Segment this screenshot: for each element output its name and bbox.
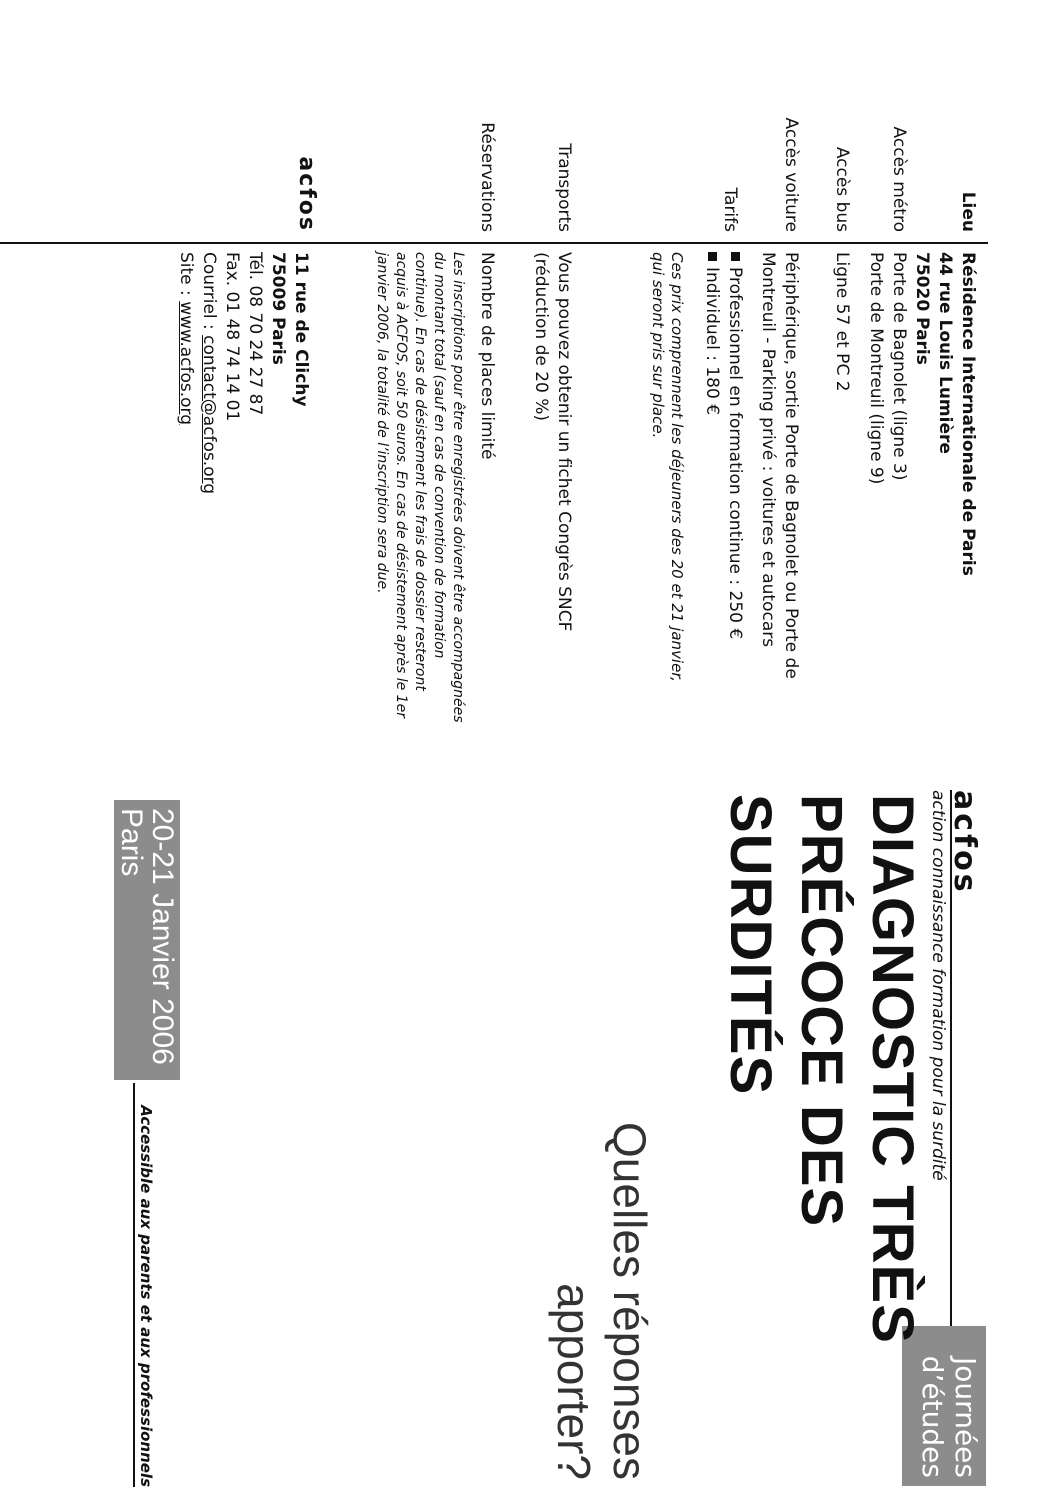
subtitle-line-2: apporter? bbox=[548, 1283, 600, 1480]
tarif-item-1-text: Professionnel en formation continue : 250 € bbox=[725, 267, 745, 640]
email-prefix: Courriel : bbox=[199, 252, 219, 336]
label-lieu: Lieu bbox=[958, 191, 978, 232]
event-city: Paris bbox=[115, 808, 148, 877]
contact-site-row bbox=[174, 252, 197, 772]
cover-title bbox=[715, 794, 928, 1454]
lieu-line-1: Résidence Internationale de Paris bbox=[958, 252, 978, 576]
tarif-item-1 bbox=[723, 252, 746, 772]
lieu-line-3: 75020 Paris bbox=[912, 252, 932, 365]
label-transports: Transports bbox=[554, 143, 574, 232]
reservations-note-line-3: continue). En cas de désistement les frais de dossier resteront bbox=[412, 252, 428, 691]
acfos-logo: acfos bbox=[294, 156, 319, 232]
value-lieu bbox=[910, 252, 979, 772]
vertical-divider bbox=[0, 242, 988, 244]
value-bus: Ligne 57 et PC 2 bbox=[832, 252, 852, 392]
reservations-value: Nombre de places limité bbox=[477, 252, 497, 460]
site-link[interactable]: www.acfos.org bbox=[176, 301, 196, 426]
label-metro: Accès métro bbox=[889, 126, 909, 232]
cover-acfos-logo: acfos bbox=[947, 790, 982, 895]
voiture-line-2: Montreuil - Parking privé : voitures et autocars bbox=[758, 252, 778, 648]
badge-line-2: d’études bbox=[916, 1355, 949, 1478]
contact-address-line-1: 11 rue de Clichy bbox=[291, 252, 311, 407]
event-date: 20-21 Janvier 2006 bbox=[146, 808, 179, 1065]
value-metro bbox=[864, 252, 910, 772]
title-line-1: DIAGNOSTIC TRÈS bbox=[860, 794, 925, 1344]
transports-line-1: Vous pouvez obtenir un fichet Congrès SNCF bbox=[554, 252, 574, 632]
reservations-note bbox=[372, 252, 467, 772]
badge-line-1: Journées bbox=[949, 1357, 982, 1478]
title-line-3: SURDITÉS bbox=[718, 794, 783, 1096]
cover-tagline: action connaissance formation pour la surdité bbox=[927, 790, 952, 1450]
voiture-line-1: Périphérique, sortie Porte de Bagnolet ou Porte de bbox=[781, 252, 801, 679]
date-box bbox=[114, 800, 180, 1080]
value-tarifs bbox=[648, 252, 746, 772]
cover-subtitle bbox=[546, 1060, 658, 1480]
reservations-note-line-1: Les inscriptions pour être enregistrées doivent être accompagnées bbox=[450, 252, 466, 723]
value-transports bbox=[529, 252, 575, 772]
tarif-item-2-text: Individuel : 180 € bbox=[702, 267, 722, 416]
label-bus: Accès bus bbox=[832, 146, 852, 232]
transports-line-2: (réduction de 20 %) bbox=[531, 252, 551, 422]
label-reservations: Réservations bbox=[477, 122, 497, 232]
bullet-icon bbox=[731, 252, 740, 261]
value-reservations bbox=[372, 252, 498, 772]
title-line-2: PRÉCOCE DES bbox=[789, 794, 854, 1228]
reservations-note-line-5: janvier 2006, la totalité de l’inscription sera due. bbox=[374, 252, 390, 594]
contact-tel: Tél. 08 70 24 27 87 bbox=[245, 252, 265, 416]
reservations-note-line-4: acquis à ACFOS, soit 50 euros. En cas de désistement après le 1er bbox=[393, 252, 409, 718]
value-contact bbox=[174, 252, 312, 772]
contact-email-row bbox=[197, 252, 220, 772]
contact-fax: Fax. 01 48 74 14 01 bbox=[222, 252, 242, 422]
label-voiture: Accès voiture bbox=[781, 117, 801, 232]
lieu-line-2: 44 rue Louis Lumière bbox=[935, 252, 955, 454]
metro-line-1: Porte de Bagnolet (ligne 3) bbox=[889, 252, 909, 481]
tarifs-note bbox=[648, 252, 686, 772]
subtitle-line-1: Quelles réponses bbox=[604, 1122, 656, 1480]
value-voiture bbox=[756, 252, 802, 772]
email-link[interactable]: contact@acfos.org bbox=[199, 335, 219, 495]
tarifs-note-line-2: qui seront pris sur place. bbox=[649, 252, 667, 439]
audience-note: Accessible aux parents et aux professionnels bbox=[133, 1083, 156, 1487]
site-prefix: Site : bbox=[176, 252, 196, 302]
tarif-item-2 bbox=[700, 252, 723, 772]
bullet-icon bbox=[708, 252, 717, 261]
reservations-note-line-2: du montant total (sauf en cas de convention de formation bbox=[431, 252, 447, 659]
contact-logo-wrap bbox=[293, 0, 318, 232]
contact-address-line-2: 75009 Paris bbox=[268, 252, 288, 365]
tarifs-note-line-1: Ces prix comprennent les déjeuners des 20 et 21 janvier, bbox=[668, 252, 686, 682]
label-tarifs: Tarifs bbox=[720, 187, 740, 232]
metro-line-2: Porte de Montreuil (ligne 9) bbox=[866, 252, 886, 485]
